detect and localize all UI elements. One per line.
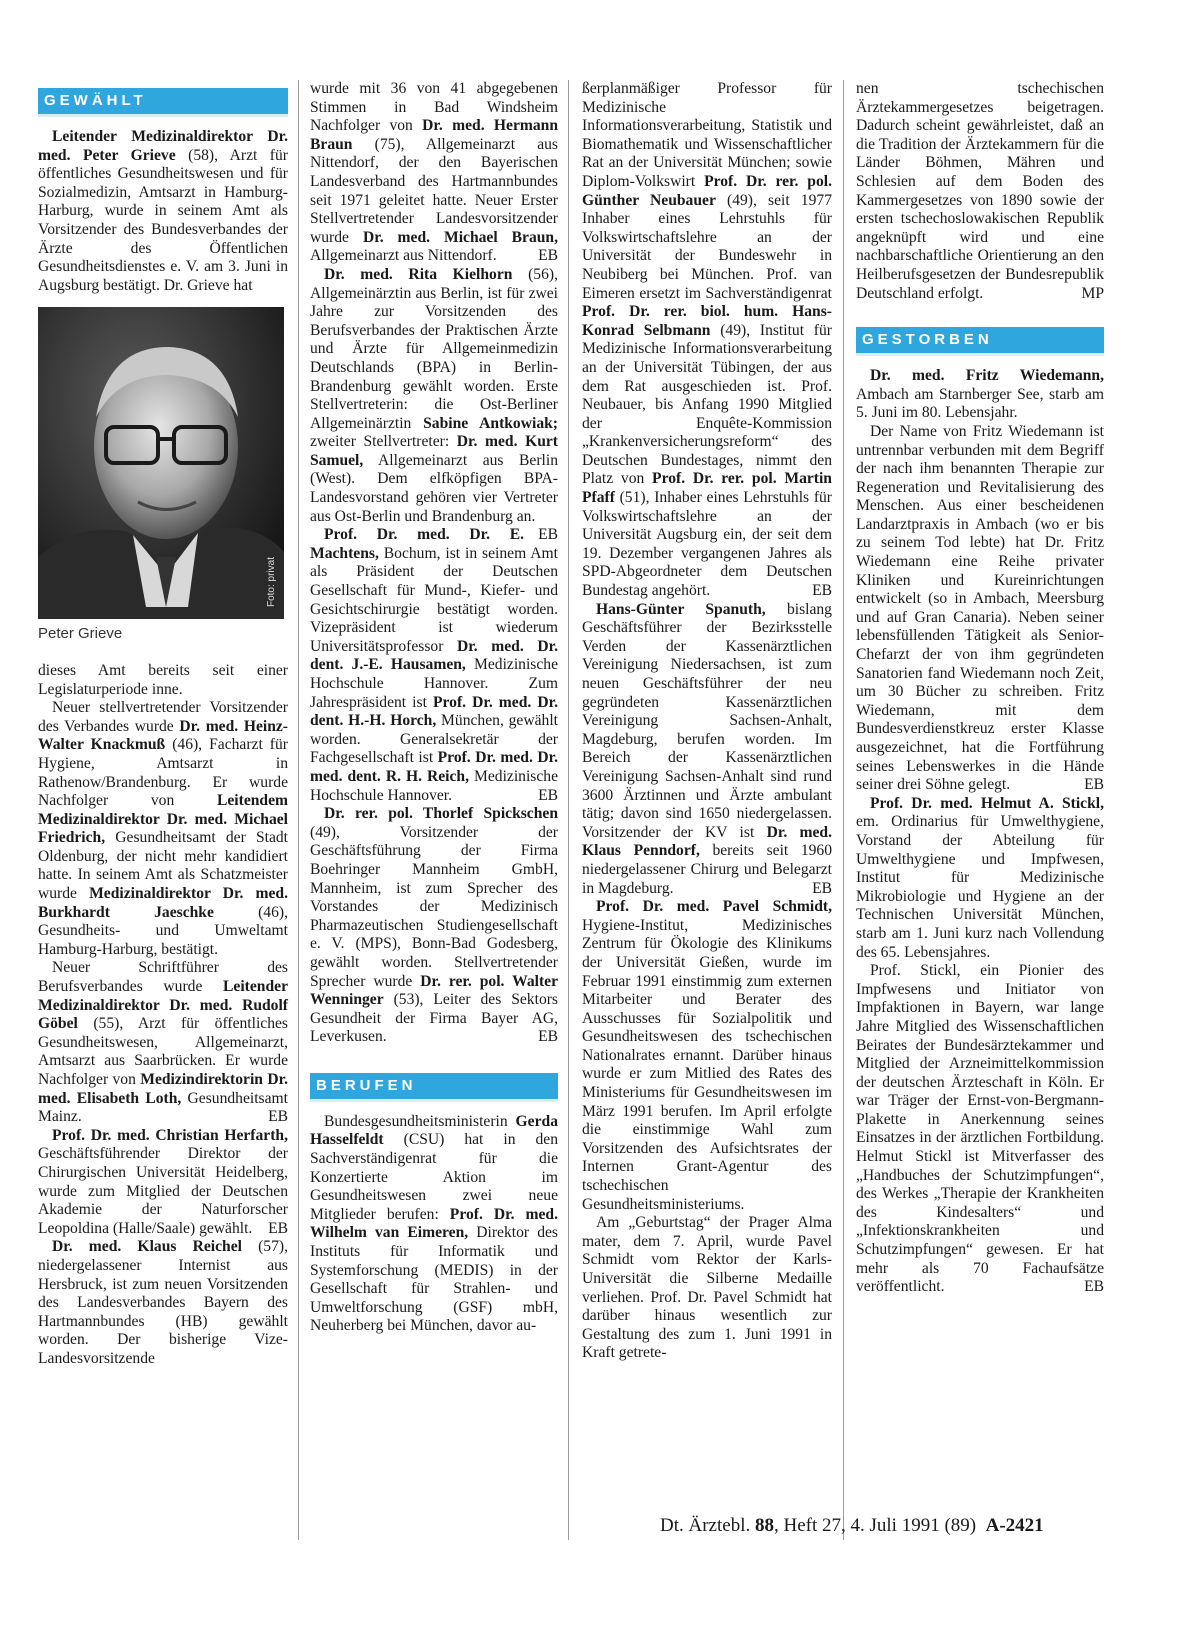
column-rule-3 [843, 80, 844, 1540]
author-initials: MP [1081, 284, 1104, 302]
section-header-gestorben: GESTORBEN [856, 327, 1104, 353]
article-kielhorn: Dr. med. Rita Kielhorn (56), Allgemeinärztin aus Berlin, ist für zwei Jahre zur Vorsitzenden des Berufsverbandes der Praktischen Ärzte und Ärzte für Allgemeinmedizin Deutschlands (BPA) in Berlin-Brandenburg gewählt worden. Erste Stellvertreterin: die Ost-Berliner Allgemeinärztin Sabine Antkowiak; zweiter Stellvertreter: Dr. med. Kurt Samuel, Allgemeinarzt aus Berlin (West). Dem elfköpfigen BPA-Landesvorstand gehören vier Vertreter aus Ost-Berlin und Brandenburg an. EB [310, 265, 558, 544]
section-header-berufen: BERUFEN [310, 1073, 558, 1099]
article-stickl-cont: Prof. Stickl, ein Pionier des Impfwesens und Initiator von Impfaktionen in Bayern, war lange Jahre Mitglied des Wissenschaftlichen Beirates der Bundesärztekammer und Mitglied der Arzneimittelkommission der deutschen Ärzteschaft in Köln. Er war Träger der Ernst-von-Bergmann-Plakette in Anerkennung seines Einsatzes in der ärztlichen Fortbildung. Helmut Stickl ist Mitverfasser des „Handbuches der Schutzimpfungen“, des Werkes „Therapie der Krankheiten des Kindesalters“ und „Infektionskrankheiten und Schutzimpfungen“ gewesen. Er hat mehr als 70 Fachaufsätze veröffentlicht. EB [856, 962, 1104, 1296]
article-knackmuss: Neuer stellvertretender Vorsitzender des Verbandes wurde Dr. med. Heinz-Walter Knackmuß (46), Facharzt für Hygiene, Amtsarzt in Rathenow/Brandenburg. Er wurde Nachfolger von Leitendem Medizinaldirektor Dr. med. Michael Friedrich, Gesundheitsamt der Stadt Oldenburg, der nicht mehr kandidiert hatte. In seinem Amt als Schatzmeister wurde Medizinaldirektor Dr. med. Burkhardt Jaeschke (46), Gesundheits- und Umweltamt Hamburg-Harburg, bestätigt. [38, 699, 288, 958]
article-goebel: Neuer Schriftführer des Berufsverbandes wurde Leitender Medizinaldirektor Dr. med. Rudolf Göbel (55), Arzt für öffentliches Gesundheitswesen, Allgemeinarzt, Amtsarzt aus Saarbrücken. Er wurde Nachfolger von Medizindirektorin Dr. med. Elisabeth Loth, Gesundheitsamt Mainz. EB [38, 959, 288, 1126]
author-initials: EB [538, 247, 558, 265]
photo-caption: Peter Grieve [38, 625, 123, 643]
author-initials: EB [812, 879, 832, 897]
section-header-gewaehlt: GEWÄHLT [38, 88, 288, 114]
author-initials: EB [538, 526, 558, 544]
article-spickschen: Dr. rer. pol. Thorlef Spickschen (49), Vorsitzender der Geschäftsführung der Firma Boehringer Mannheim GmbH, Mannheim, ist zum Sprecher des Vorstandes der Medizinisch Pharmazeutischen Studiengesellschaft e. V. (MPS), Bonn-Bad Godesberg, gewählt worden. Stellvertretender Sprecher wurde Dr. rer. pol. Walter Wenninger (53), Leiter des Sektors Gesundheit der Firma Bayer AG, Leverkusen. EB [310, 805, 558, 1046]
column-rule-2 [568, 80, 569, 1540]
article-hasselfeldt: Bundesgesundheitsministerin Gerda Hasselfeldt (CSU) hat in den Sachverständigenrat für die Konzertierte Aktion im Gesundheitswesen zwei neue Mitglieder berufen: Prof. Dr. med. Wilhelm van Eimeren, Direktor des Instituts für Informatik und Systemforschung (MEDIS) in der Gesellschaft für Strahlen- und Umweltforschung (GSF) mbH, Neuherberg bei München, davor au- [310, 1112, 558, 1335]
author-initials: EB [1084, 776, 1104, 794]
article-grieve: Leitender Medizinaldirektor Dr. med. Peter Grieve (58), Arzt für öffentliches Gesundheitswesen und für Sozialmedizin, Amtsarzt in Hamburg-Harburg, wurde in seinem Amt als Vorsitzender des Bundesverbandes der Ärzte des Öffentlichen Gesundheitsdienstes e. V. am 3. Juni in Augsburg bestätigt. Dr. Grieve hat [38, 128, 288, 294]
article-neubauer: ßerplanmäßiger Professor für Medizinische Informationsverarbeitung, Statistik und Biomathematik und Wissenschaftlicher Rat an der Universität München; sowie Diplom-Volkswirt Prof. Dr. rer. pol. Günther Neubauer (49), seit 1977 Inhaber eines Lehrstuhls für Volkswirtschaftslehre an der Universität der Bundeswehr in Neubiberg bei München. Prof. van Eimeren ersetzt im Sachverständigenrat Prof. Dr. rer. biol. hum. Hans-Konrad Selbmann (49), Institut für Medizinische Informationsverarbeitung an der Universität Tübingen, der aus dem Rat ausgeschieden ist. Prof. Neubauer, bis Anfang 1990 Mitglied der Enquête-Kommission „Krankenversicherungsreform“ des Deutschen Bundestages, nimmt den Platz von Prof. Dr. rer. pol. Martin Pfaff (51), Inhaber eines Lehrstuhls für Volkswirtschaftslehre an der Universität Augsburg ein, der seit dem 19. Dezember vergangenen Jahres als SPD-Abgeordneter dem Deutschen Bundestag angehört. EB [582, 80, 833, 600]
article-spanuth: Hans-Günter Spanuth, bislang Geschäftsführer der Bezirksstelle Verden der Kassenärztlichen Vereinigung Niedersachsen, ist zum neuen Geschäftsführer der neu gegründeten Kassenärztlichen Vereinigung Sachsen-Anhalt, Magdeburg, berufen worden. Im Bereich der Kassenärztlichen Vereinigung Sachsen-Anhalt sind rund 3600 Ärztinnen und Ärzte ambulant tätig; davon sind 1650 niedergelassen. Vorsitzender der KV ist Dr. med. Klaus Penndorf, bereits seit 1960 niedergelassener Chirurg und Belegarzt in Magdeburg. EB [582, 600, 833, 897]
article-wiedemann: Dr. med. Fritz Wiedemann, Ambach am Starnberger See, starb am 5. Juni im 80. Lebensjahr. [856, 367, 1104, 422]
page-footer [660, 1515, 1044, 1537]
article-reichel: Dr. med. Klaus Reichel (57), niedergelassener Internist aus Hersbruck, ist zum neuen Vorsitzenden des Landesverbandes Bayern des Hartmannbundes (HB) gewählt worden. Der bisherige Vize-Landesvorsitzende [38, 1238, 288, 1367]
article-machtens: Prof. Dr. med. Dr. E. Machtens, Bochum, ist in seinem Amt als Präsident der Deutschen Gesellschaft für Mund-, Kiefer- und Gesichtschirurgie bestätigt worden. Vizepräsident ist wiederum Universitätsprofessor Dr. med. Dr. dent. J.-E. Hausamen, Medizinische Hochschule Hannover. Zum Jahrespräsident ist Prof. Dr. med. Dr. dent. H.-H. Horch, München, gewählt worden. Generalsekretär der Fachgesellschaft ist Prof. Dr. med. Dr. med. dent. R. H. Reich, Medizinische Hochschule Hannover. EB [310, 526, 558, 804]
author-initials: EB [538, 786, 558, 804]
author-initials: EB [538, 1028, 558, 1046]
article-braun: wurde mit 36 von 41 abgegebenen Stimmen in Bad Windsheim Nachfolger von Dr. med. Hermann Braun (75), Allgemeinarzt aus Nittendorf, der den Bayerischen Landesverband des Hartmannbundes seit 1971 geleitet hatte. Neuer Erster Stellvertretender Landesvorsitzender wurde Dr. med. Michael Braun, Allgemeinarzt aus Nittendorf. EB [310, 80, 559, 265]
article-wiedemann-cont: Der Name von Fritz Wiedemann ist untrennbar verbunden mit dem Begriff der nach ihm benannten Therapie zur Regeneration und Revitalisierung des Menschen. Aus einer bescheidenen Landarztpraxis in Ambach (wo er bis zu seinem Tod lebte) hat Dr. Fritz Wiedemann eine Reihe privater Kliniken und Kureinrichtungen entwickelt (so in Ambach, Meersburg und auf Gran Canaria). Neben seiner lebensfüllenden Tätigkeit als Senior-Chefarzt der von ihm gegründeten Sanatorien fand Wiedemann noch Zeit, um 30 Bücher zu schreiben. Fritz Wiedemann, mit dem Bundesverdienstkreuz erster Klasse ausgezeichnet, hat die Fortführung seines Lebenswerkes in die Hände seiner drei Söhne gelegt. EB [856, 422, 1104, 794]
article-schmidt: Prof. Dr. med. Pavel Schmidt, Hygiene-Institut, Medizinisches Zentrum für Ökologie des Klinikums der Universität Gießen, wurde im Februar 1991 einstimmig zum externen Mitarbeiter und Berater des Ausschusses für Sozialpolitik und Gesundheitswesen des tschechischen Nationalrates ernannt. Darüber hinaus wurde er zum Mitlied des Rates des Ministeriums für Gesundheitswesen im März 1991 berufen. Im April erfolgte die einstimmige Wahl zum Vorsitzenden des Aufsichtsrates der Internen Grant-Agentur des tschechischen Gesundheitsministeriums. [582, 898, 832, 1213]
journal-issue: , Heft 27, 4. Juli 1991 (89) [773, 1515, 977, 1536]
column-2 [310, 80, 558, 1336]
column-rule-1 [298, 80, 299, 1540]
author-initials: EB [812, 582, 832, 600]
author-initials: EB [268, 1108, 288, 1126]
column-3 [582, 80, 832, 1363]
author-initials: EB [1084, 1278, 1104, 1296]
journal-name: Dt. Ärztebl. [660, 1515, 755, 1536]
article-grieve-cont: dieses Amt bereits seit einer Legislaturperiode inne. [38, 661, 288, 698]
journal-volume: 88 [754, 1515, 774, 1536]
article-schmidt-cont: Am „Geburtstag“ der Prager Alma mater, dem 7. April, wurde Pavel Schmidt vom Rektor der Karls-Universität die Silberne Medaille verliehen. Prof. Dr. Pavel Schmidt hat darüber hinaus wesentlich zur Gestaltung des zum 1. Juni 1991 in Kraft getrete- [582, 1214, 832, 1362]
column-1 [38, 82, 288, 1369]
column-4 [856, 80, 1104, 1297]
author-initials: EB [268, 1219, 288, 1237]
portrait-photo [38, 307, 284, 619]
article-stickl: Prof. Dr. med. Helmut A. Stickl, em. Ordinarius für Umwelthygiene, Vorstand der Abteilung für Umwelthygiene und Impfwesen, Institut für Medizinische Mikrobiologie und Hygiene an der Technischen Universität München, starb am 1. Juni kurz nach Vollendung des 65. Lebensjahres. [856, 794, 1104, 961]
page-number: A-2421 [985, 1515, 1044, 1536]
article-herfarth: Prof. Dr. med. Christian Herfarth, Geschäftsführender Direktor der Chirurgischen Universität Heidelberg, wurde zum Mitglied der Deutschen Akademie der Naturforscher Leopoldina (Halle/Saale) gewählt. EB [38, 1126, 288, 1237]
article-schmidt-end: nen tschechischen Ärztekammergesetzes beigetragen. Dadurch scheint gewährleistet, daß an die Tradition der Ärztekammern für die Länder Böhmen, Mähren und Schlesien auf dem Boden des Kammergesetzes von 1890 sowie der ersten tschechoslowakischen Republik angeknüpft wird und eine nachbarschaftliche Orientierung an den Heilberufsgesetzen der Bundesrepublik Deutschland erfolgt. MP [856, 80, 1104, 302]
photo-credit: Foto: privat [266, 557, 278, 608]
portrait-image [38, 307, 284, 619]
